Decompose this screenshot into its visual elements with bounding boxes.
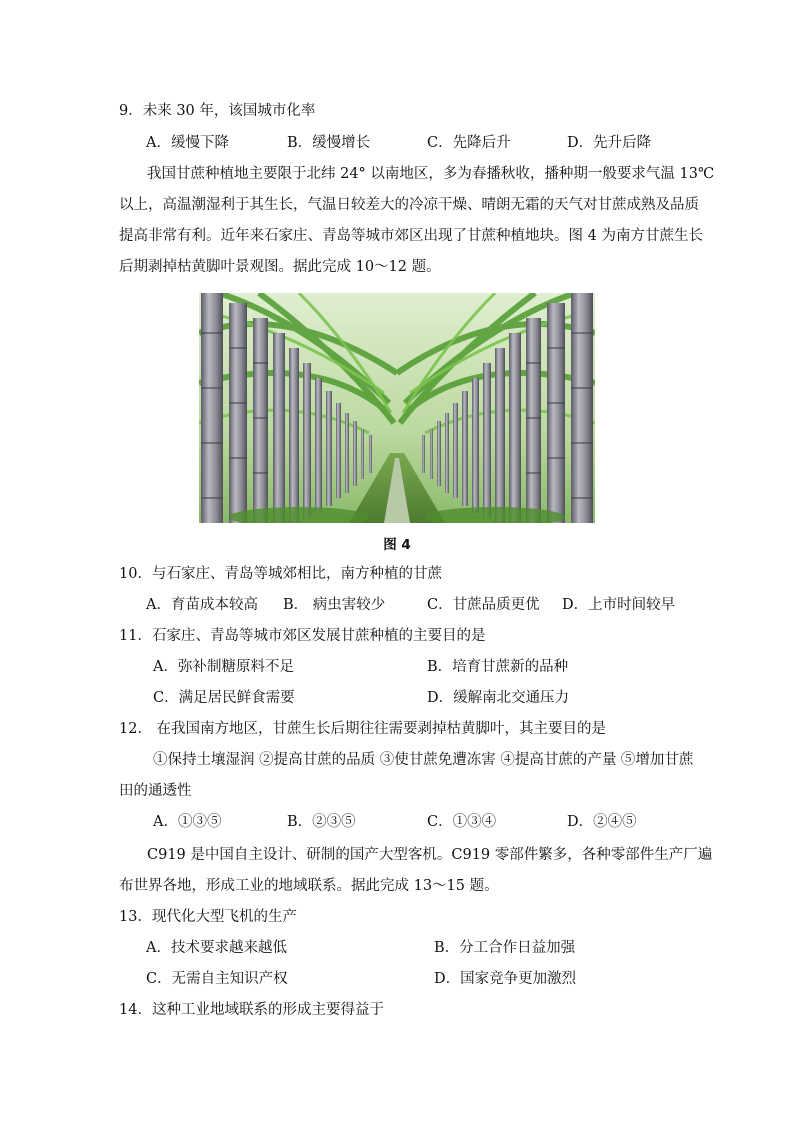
q13-option-a: A．技术要求越来越低 [146, 940, 287, 956]
q12-items-line-2: 田的通透性 [119, 783, 192, 799]
passage2-line-1: C919 是中国自主设计、研制的国产大型客机。C919 零部件繁多，各种零部件生产厂遍 [147, 847, 713, 863]
q11-option-b: B．培育甘蔗新的品种 [427, 659, 569, 675]
q9-option-c: C．先降后升 [427, 135, 511, 151]
passage1-line-1: 我国甘蔗种植地主要限于北纬 24° 以南地区，多为春播秋收，播种期一般要求气温 13℃ [147, 166, 715, 182]
q9-option-b: B．缓慢增长 [287, 135, 371, 151]
q12-option-d: D．②④⑤ [567, 814, 637, 830]
q14-stem: 14．这种工业地域联系的形成主要得益于 [119, 1002, 384, 1018]
q11-option-a: A．弥补制糖原料不足 [153, 659, 294, 675]
q10-option-d: D．上市时间较早 [562, 597, 676, 613]
q10-option-b: B． 病虫害较少 [283, 597, 386, 613]
q11-option-c: C．满足居民鲜食需要 [153, 690, 295, 706]
q10-option-c: C．甘蔗品质更优 [427, 597, 540, 613]
q12-option-b: B．②③⑤ [287, 814, 356, 830]
q9-option-d: D．先升后降 [567, 135, 652, 151]
q13-stem: 13．现代化大型飞机的生产 [119, 909, 297, 925]
sugarcane-field-photo [199, 293, 595, 523]
q13-option-d: D．国家竞争更加激烈 [434, 971, 577, 987]
q9-stem: 9．未来 30 年，该国城市化率 [119, 103, 316, 119]
passage2-line-2: 布世界各地，形成工业的地域联系。据此完成 13～15 题。 [119, 878, 499, 894]
q13-option-c: C．无需自主知识产权 [146, 971, 288, 987]
q10-stem: 10．与石家庄、青岛等城郊相比，南方种植的甘蔗 [119, 566, 442, 582]
figure-caption: 图 4 [383, 537, 411, 553]
q9-option-a: A．缓慢下降 [146, 135, 229, 151]
q13-option-b: B．分工合作日益加强 [434, 940, 576, 956]
passage1-line-3: 提高非常有利。近年来石家庄、青岛等城市郊区出现了甘蔗种植地块。图 4 为南方甘蔗生长 [119, 228, 703, 244]
q10-option-a: A．育苗成本较高 [146, 597, 258, 613]
q11-option-d: D．缓解南北交通压力 [427, 690, 570, 706]
q12-option-a: A．①③⑤ [153, 814, 222, 830]
q12-stem: 12． 在我国南方地区，甘蔗生长后期往往需要剥掉枯黄脚叶，其主要目的是 [119, 721, 607, 737]
q12-option-c: C．①③④ [427, 814, 497, 830]
q12-items-line-1: ①保持土壤湿润 ②提高甘蔗的品质 ③使甘蔗免遭冻害 ④提高甘蔗的产量 ⑤增加甘蔗 [153, 752, 694, 768]
q11-stem: 11．石家庄、青岛等城市郊区发展甘蔗种植的主要目的是 [119, 628, 486, 644]
passage1-line-4: 后期剥掉枯黄脚叶景观图。据此完成 10～12 题。 [119, 259, 441, 275]
passage1-line-2: 以上，高温潮湿利于其生长，气温日较差大的冷凉干燥、晴朗无霜的天气对甘蔗成熟及品质 [119, 197, 699, 213]
